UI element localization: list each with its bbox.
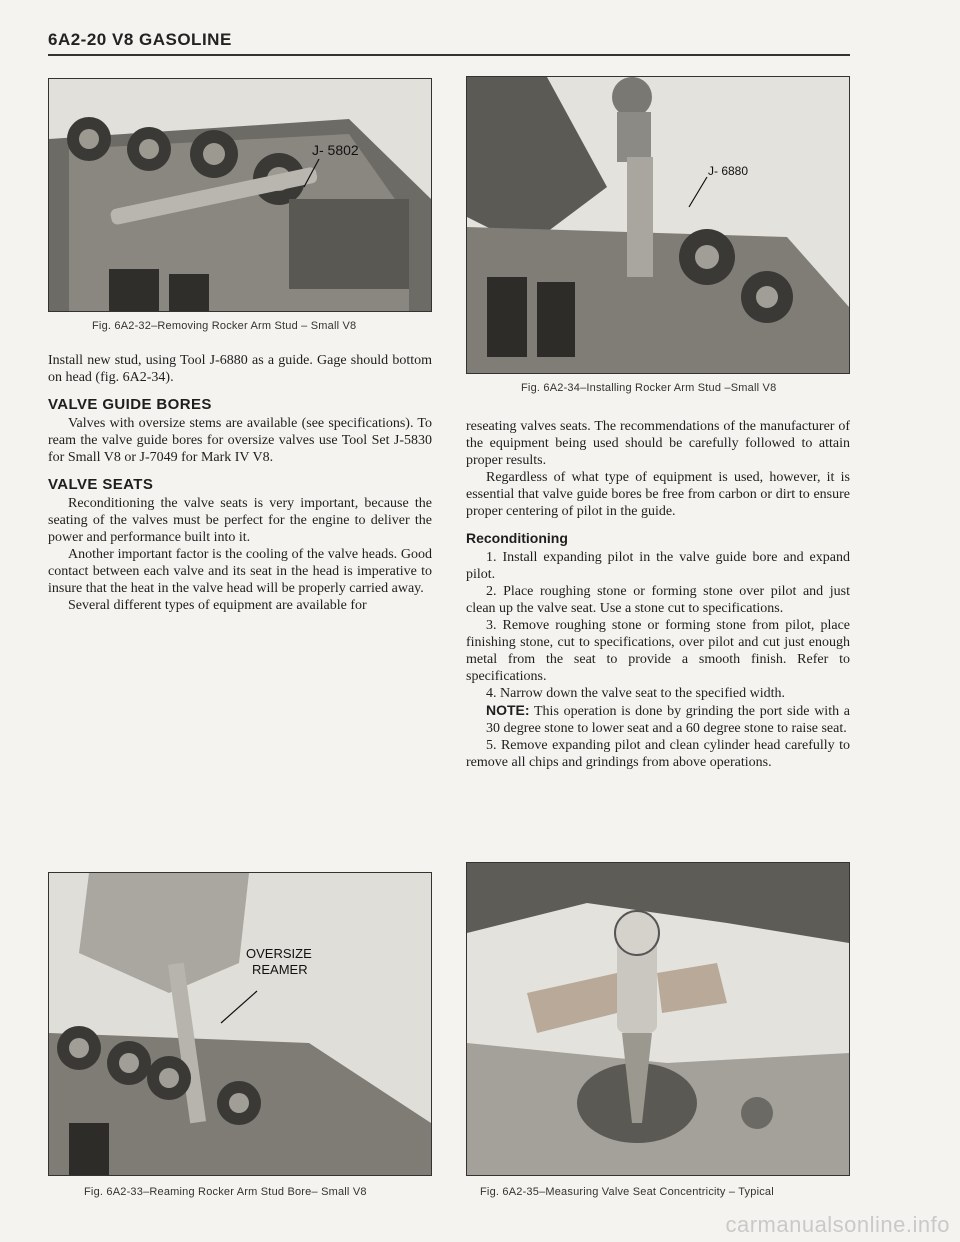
paragraph-valve-seats-3: Several different types of equipment are available for: [68, 598, 367, 613]
caption-fig-6a2-35: Fig. 6A2-35–Measuring Valve Seat Concentricity – Typical: [480, 1186, 774, 1198]
paragraph-regardless: Regardless of what type of equipment is used, however, it is essential that valve guide bores be free from carbon or dirt to ensure proper centering of pilot in the guide.: [466, 470, 850, 519]
caption-fig-6a2-34: Fig. 6A2-34–Installing Rocker Arm Stud –Small V8: [521, 382, 777, 394]
right-column-text: [466, 418, 850, 771]
note-text: This operation is done by grinding the port side with a 30 degree stone to lower seat and a 60 degree stone to raise seat.: [486, 704, 850, 736]
step-3: 3. Remove roughing stone or forming stone from pilot, place finishing stone, cut to specifications, over pilot and cut just enough metal from the seat to provide a smooth finish. Refer to specifications.: [466, 618, 850, 684]
heading-valve-seats: VALVE SEATS: [48, 476, 154, 493]
watermark: carmanualsonline.info: [725, 1212, 950, 1237]
note-label: NOTE:: [486, 702, 530, 718]
page-header: 6A2-20 V8 GASOLINE: [48, 30, 232, 49]
figure-6a2-33-image: [48, 872, 432, 1176]
cylinder-head-photo: [467, 77, 849, 373]
paragraph-install-stud: Install new stud, using Tool J-6880 as a guide. Gage should bottom on head (fig. 6A2-34).: [48, 353, 432, 385]
figure-6a2-35-image: [466, 862, 850, 1176]
figure-6a2-32-image: [48, 78, 432, 312]
heading-valve-guide-bores: VALVE GUIDE BORES: [48, 396, 212, 413]
callout-reamer: REAMER: [252, 962, 308, 977]
header-rule: [48, 54, 850, 56]
step-1: 1. Install expanding pilot in the valve guide bore and expand pilot.: [466, 550, 850, 582]
paragraph-valve-seats-2: Another important factor is the cooling of the valve heads. Good contact between each valve and its seat in the head is imperative to insure that the heat in the valve head will be properly carried away.: [48, 547, 432, 596]
callout-oversize: OVERSIZE: [246, 946, 312, 961]
note-block: [466, 702, 850, 737]
reamer-photo: [49, 873, 431, 1175]
figure-6a2-34-image: [466, 76, 850, 374]
heading-reconditioning: Reconditioning: [466, 530, 568, 546]
step-4: 4. Narrow down the valve seat to the specified width.: [486, 686, 785, 701]
paragraph-valve-seats-1: Reconditioning the valve seats is very important, because the seating of the valves must be perfect for the engine to deliver the power and performance built into it.: [48, 496, 432, 545]
caption-fig-6a2-32: Fig. 6A2-32–Removing Rocker Arm Stud – Small V8: [92, 320, 357, 332]
callout-j-6880: J- 6880: [708, 164, 749, 178]
callout-j-5802: J- 5802: [312, 142, 359, 158]
step-2: 2. Place roughing stone or forming stone over pilot and just clean up the valve seat. Use a stone cut to specifications.: [466, 584, 850, 616]
paragraph-reseating: reseating valves seats. The recommendations of the manufacturer of the equipment being used should be carefully followed to attain proper results.: [466, 419, 850, 468]
step-5: 5. Remove expanding pilot and clean cylinder head carefully to remove all chips and grindings from above operations.: [466, 738, 850, 770]
paragraph-valve-guide-bores: Valves with oversize stems are available (see specifications). To ream the valve guide bores for oversize valves use Tool Set J-5830 for Small V8 or J-7049 for Mark IV V8.: [48, 416, 432, 465]
concentricity-gauge-photo: [467, 863, 849, 1175]
caption-fig-6a2-33: Fig. 6A2-33–Reaming Rocker Arm Stud Bore– Small V8: [84, 1186, 367, 1198]
left-column-text: [48, 352, 432, 614]
cylinder-head-photo: [49, 79, 431, 311]
